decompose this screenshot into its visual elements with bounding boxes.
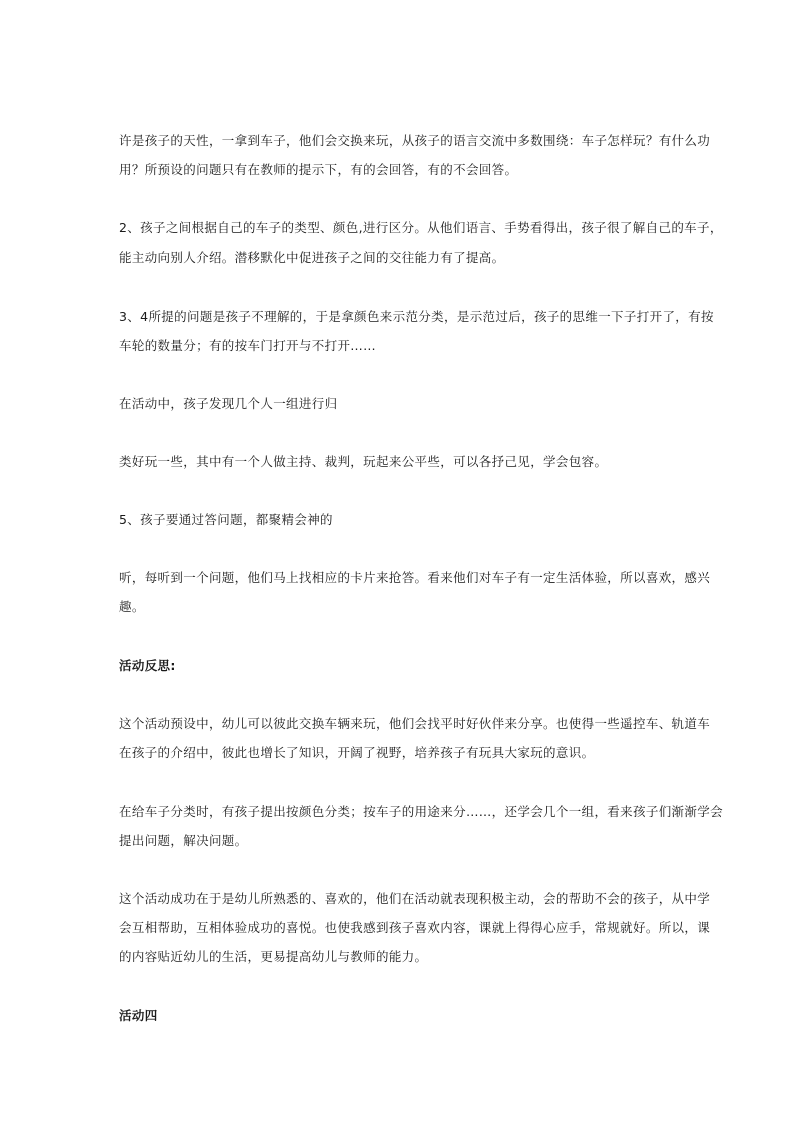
paragraph-10-line-1: 在给车子分类时，有孩子提出按颜色分类；按车子的用途来分……，还学会几个一组，看来孩子们渐渐学会	[119, 804, 723, 819]
section-heading-activity-reflection: 活动反思:	[119, 658, 176, 673]
paragraph-11-line-3: 的内容贴近幼儿的生活，更易提高幼儿与教师的能力。	[119, 949, 428, 964]
paragraph-4-line-1: 在活动中，孩子发现几个人一组进行归	[119, 396, 338, 411]
paragraph-9-line-2: 在孩子的介绍中，彼此也增长了知识，开阔了视野，培养孩子有玩具大家玩的意识。	[119, 745, 595, 760]
paragraph-7-line-2: 趣。	[119, 599, 145, 614]
paragraph-3-line-2: 车轮的数量分；有的按车门打开与不打开……	[119, 338, 377, 353]
paragraph-2-line-1: 2、孩子之间根据自己的车子的类型、颜色,进行区分。从他们语言、手势看得出，孩子很了解自己的车子，	[119, 220, 723, 235]
paragraph-11-line-1: 这个活动成功在于是幼儿所熟悉的、喜欢的，他们在活动就表现积极主动，会的帮助不会的孩子，从中学	[119, 891, 711, 906]
paragraph-2-line-2: 能主动向别人介绍。潜移默化中促进孩子之间的交往能力有了提高。	[119, 250, 505, 265]
paragraph-10-line-2: 提出问题，解决问题。	[119, 833, 248, 848]
paragraph-7-line-1: 听，每听到一个问题，他们马上找相应的卡片来抢答。看来他们对车子有一定生活体验，所以喜欢，感兴	[119, 570, 711, 585]
paragraph-3-line-1: 3、4所提的问题是孩子不理解的，于是拿颜色来示范分类，是示范过后，孩子的思维一下子打开了，有按	[119, 309, 714, 324]
paragraph-9-line-1: 这个活动预设中，幼儿可以彼此交换车辆来玩，他们会找平时好伙伴来分享。也使得一些遥控车、轨道车	[119, 716, 711, 731]
paragraph-1-line-1: 许是孩子的天性，一拿到车子，他们会交换来玩，从孩子的语言交流中多数围绕：车子怎样玩？有什么功	[119, 133, 711, 148]
paragraph-6-line-1: 5、孩子要通过答问题，都聚精会神的	[119, 512, 333, 527]
paragraph-11-line-2: 会互相帮助，互相体验成功的喜悦。也使我感到孩子喜欢内容，课就上得得心应手，常规就好。所以，课	[119, 920, 711, 935]
paragraph-1-line-2: 用？所预设的问题只有在教师的提示下，有的会回答，有的不会回答。	[119, 162, 518, 177]
section-heading-activity-four: 活动四	[119, 1008, 158, 1023]
paragraph-5-line-1: 类好玩一些，其中有一个人做主持、裁判，玩起来公平些，可以各抒己见，学会包容。	[119, 454, 608, 469]
